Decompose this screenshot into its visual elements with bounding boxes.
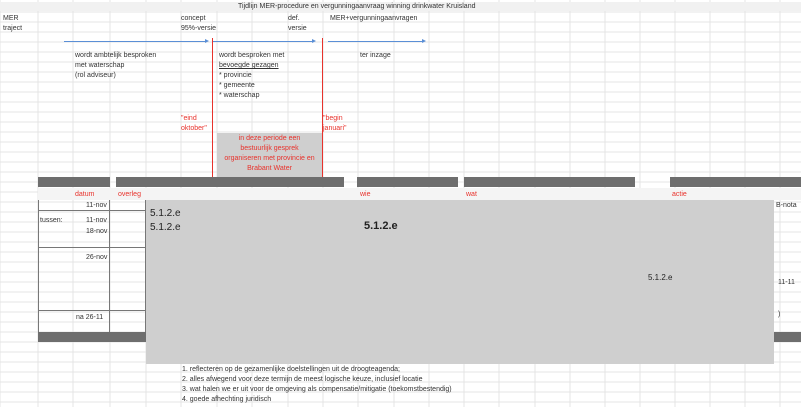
- note-ambtelijk-1: wordt ambtelijk besproken: [75, 52, 157, 59]
- mer-label: MER: [3, 15, 19, 22]
- col-actie: actie: [672, 191, 687, 198]
- red-marker-left: [212, 38, 213, 178]
- row-date-2b: 18-nov: [86, 228, 108, 235]
- redaction-block: [146, 200, 774, 364]
- col-overleg: overleg: [118, 191, 141, 198]
- callout-line-2: bestuurlijk gesprek: [240, 145, 299, 152]
- note-besproken-4: * gemeente: [219, 82, 255, 89]
- stage-def-version: versie: [288, 25, 307, 32]
- header-band-4: [464, 177, 635, 187]
- callout-box: [217, 133, 322, 179]
- footer-band-left: [38, 332, 146, 342]
- note-besproken-5: * waterschap: [219, 92, 260, 99]
- note-besproken-3: * provincie: [219, 72, 252, 79]
- red-marker-right: [322, 38, 323, 178]
- redaction-code-3: 5.1.2.e: [364, 220, 398, 232]
- row-date-2a: 11-nov: [86, 217, 107, 224]
- col-datum: datum: [75, 191, 95, 198]
- note-ambtelijk-3: (rol adviseur): [75, 72, 116, 79]
- redaction-code-4: 5.1.2.e: [648, 273, 673, 282]
- footer-band-right: [774, 332, 801, 342]
- note-eind-1: "eind: [181, 115, 197, 122]
- list-item-2: 2. alles afwegend voor deze termijn de meest logische keuze, inclusief locatie: [182, 376, 423, 383]
- clip-1111: 11-11: [778, 279, 795, 286]
- page-title: Tijdlijn MER-procedure en vergunningaanvraag winning drinkwater Kruisland: [238, 3, 476, 10]
- row-divider-2: [38, 247, 146, 248]
- datum-column-divider: [109, 200, 110, 332]
- clip-bnota: B-nota: [776, 202, 797, 209]
- callout-line-1: in deze periode een: [238, 135, 301, 142]
- stage-def: def.: [288, 15, 300, 22]
- row-divider-3: [38, 310, 146, 311]
- header-band-1: [38, 177, 110, 187]
- list-item-4: 4. goede afhechting juridisch: [182, 396, 272, 403]
- stage-concept: concept: [181, 15, 206, 22]
- col-wat: wat: [466, 191, 477, 198]
- redaction-code-2: 5.1.2.e: [150, 222, 181, 233]
- row-date-3: 26-nov: [86, 254, 108, 261]
- stage-concept-version: 95%-versie: [181, 25, 217, 32]
- list-item-3: 3. wat halen we er uit voor de omgeving als compensatie/mitigatie (toekomstbestendig): [182, 386, 452, 393]
- stage-mer: MER+vergunningaanvragen: [330, 15, 418, 22]
- timeline-arrow-2: [212, 41, 314, 42]
- note-begin-1: "begin: [323, 115, 343, 122]
- row-tussen: tussen:: [40, 217, 63, 224]
- header-band-3: [357, 177, 458, 187]
- header-band-2: [116, 177, 344, 187]
- col-wie: wie: [360, 191, 371, 198]
- note-ter-inzage: ter inzage: [360, 52, 391, 59]
- row-divider-1: [38, 210, 146, 211]
- list-item-1: 1. reflecteren op de gezamenlijke doelstellingen uit de droogteagenda;: [182, 366, 400, 373]
- callout-line-3: organiseren met provincie en: [224, 155, 315, 162]
- redaction-code-1: 5.1.2.e: [150, 208, 181, 219]
- note-eind-2: oktober": [181, 125, 207, 132]
- row-date-1: 11-nov: [86, 202, 107, 209]
- row-date-4: na 26-11: [76, 314, 104, 321]
- note-besproken-2: bevoegde gezagen: [219, 62, 279, 69]
- note-besproken-1: wordt besproken met: [219, 52, 285, 59]
- note-begin-2: januari": [323, 125, 347, 132]
- callout-line-4: Brabant Water: [247, 165, 292, 172]
- timeline-arrow-1: [64, 41, 207, 42]
- timeline-arrow-3: [328, 41, 424, 42]
- header-band-5: [670, 177, 801, 187]
- note-ambtelijk-2: met waterschap: [75, 62, 125, 69]
- clip-paren: ): [778, 311, 781, 318]
- traject-label: traject: [3, 25, 23, 32]
